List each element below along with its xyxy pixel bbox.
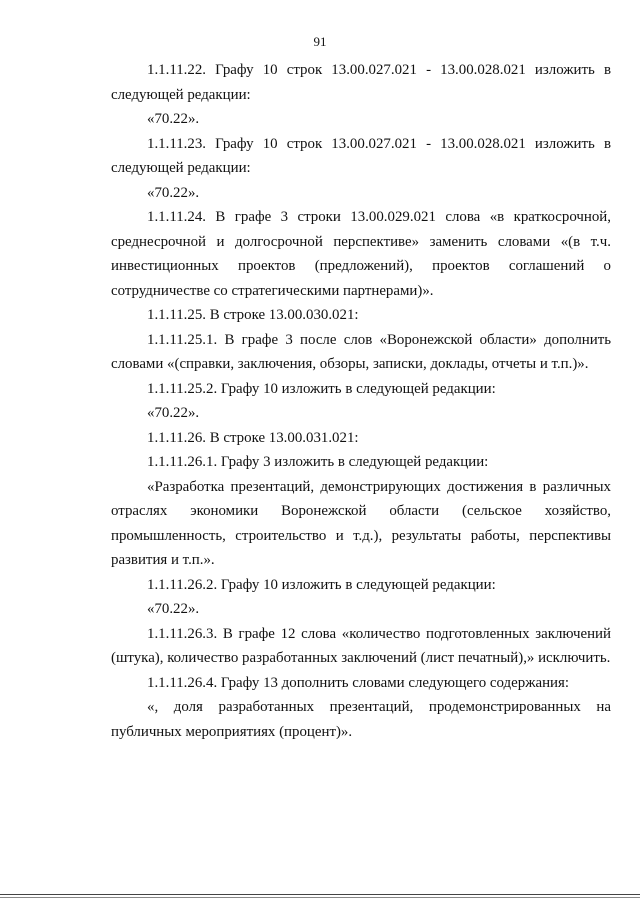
paragraph: «, доля разработанных презентаций, продемонстрированных на публичных мероприятиях (процент)». [111,699,611,740]
paragraph: «Разработка презентаций, демонстрирующих достижения в различных отраслях экономики Воронежской области (сельское хозяйство, промышленность, строительство и т.д.), результаты работы, перспективы развития и т.п.». [111,478,611,568]
paragraph: 1.1.11.26.2. Графу 10 изложить в следующей редакции: [147,576,496,593]
paragraph: 1.1.11.23. Графу 10 строк 13.00.027.021 - 13.00.028.021 изложить в следующей редакции: [111,135,611,176]
paragraph: «70.22». [147,601,200,617]
page-bottom-edge [0,894,640,895]
paragraph: 1.1.11.26.1. Графу 3 изложить в следующей редакции: [147,454,489,470]
paragraph: 1.1.11.25. В строке 13.00.030.021: [147,307,359,323]
paragraph: 1.1.11.26.3. В графе 12 слова «количество подготовленных заключений (штука), количество разработанных заключений (лист печатный),» исключить. [111,625,611,666]
page-number: 91 [313,34,327,49]
paragraph: 1.1.11.22. Графу 10 строк 13.00.027.021 - 13.00.028.021 изложить в следующей редакции: [111,62,611,103]
paragraph: «70.22». [147,111,200,127]
paragraph: 1.1.11.25.2. Графу 10 изложить в следующей редакции: [147,380,496,397]
page-bottom-edge [0,897,640,898]
document-body [111,58,611,744]
paragraph: «70.22». [147,184,200,201]
paragraph: 1.1.11.26. В строке 13.00.031.021: [147,429,359,446]
paragraph: 1.1.11.26.4. Графу 13 дополнить словами следующего содержания: [147,674,570,691]
paragraph: 1.1.11.25.1. В графе 3 после слов «Воронежской области» дополнить словами «(справки, заключения, обзоры, записки, доклады, отчеты и т.п.)». [111,331,611,372]
paragraph: 1.1.11.24. В графе 3 строки 13.00.029.021 слова «в краткосрочной, среднесрочной и долгосрочной перспективе» заменить словами «(в т.ч. инвестиционных проектов (предложений), проектов соглашений о сотрудничестве со стратегическими партнерами)». [111,209,611,299]
paragraph: «70.22». [147,405,200,421]
